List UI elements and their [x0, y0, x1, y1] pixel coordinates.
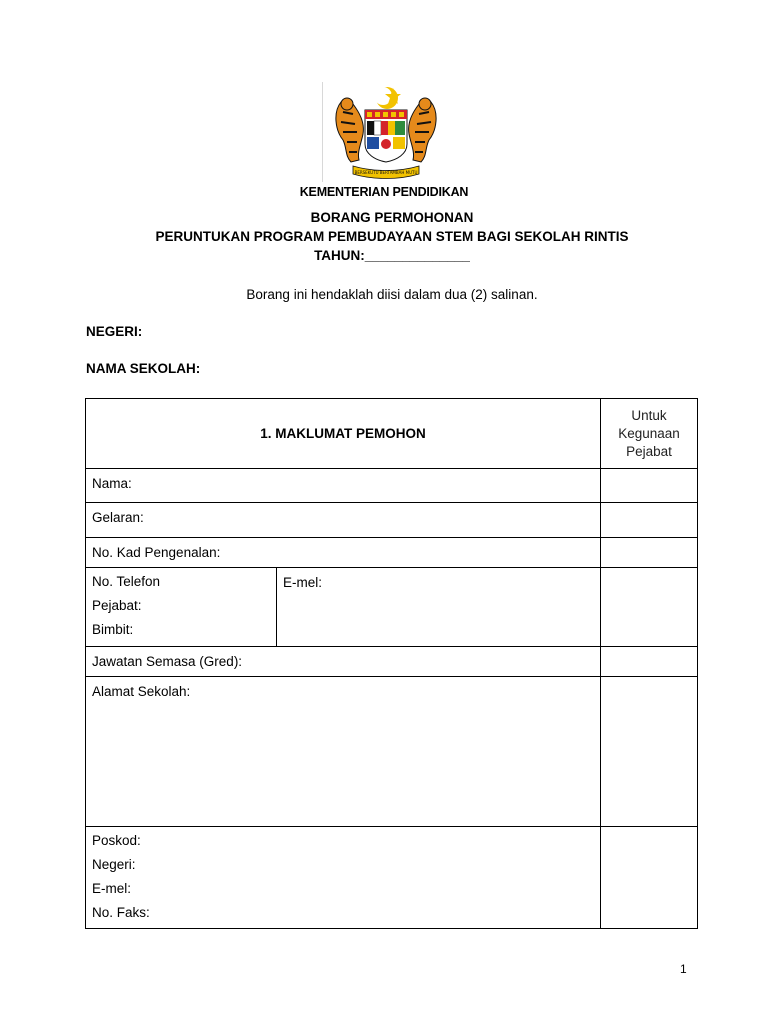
nama-sekolah-label: NAMA SEKOLAH:	[86, 361, 201, 376]
negeri-contact-label: Negeri:	[92, 857, 136, 872]
faks-label: No. Faks:	[92, 905, 150, 920]
form-title: BORANG PERMOHONAN	[310, 210, 474, 225]
office-use-cell	[601, 568, 698, 647]
gelaran-field[interactable]: Gelaran:	[86, 503, 601, 538]
office-use-cell	[601, 469, 698, 503]
jawatan-field[interactable]: Jawatan Semasa (Gred):	[86, 647, 601, 677]
telefon-label: No. Telefon	[92, 574, 161, 589]
poskod-label: Poskod:	[92, 833, 141, 848]
office-use-line: Kegunaan	[618, 425, 680, 441]
kad-pengenalan-field[interactable]: No. Kad Pengenalan:	[86, 538, 601, 568]
negeri-label: NEGERI:	[86, 324, 143, 339]
telefon-pejabat-label: Pejabat:	[92, 598, 142, 613]
office-use-cell	[601, 677, 698, 827]
table-header-row	[86, 399, 698, 469]
ministry-name: KEMENTERIAN PENDIDIKAN	[299, 185, 469, 199]
table-row	[86, 647, 698, 677]
applicant-info-table	[85, 398, 698, 929]
office-use-line: Pejabat	[626, 443, 672, 459]
form-subtitle: PERUNTUKAN PROGRAM PEMBUDAYAAN STEM BAGI SEKOLAH RINTIS	[155, 229, 629, 244]
page-number: 1	[680, 962, 687, 976]
office-use-cell	[601, 503, 698, 538]
office-use-cell	[601, 827, 698, 929]
nama-field[interactable]: Nama:	[86, 469, 601, 503]
telefon-bimbit-label: Bimbit:	[92, 622, 134, 637]
table-row	[86, 677, 698, 827]
table-row	[86, 538, 698, 568]
instruction-text: Borang ini hendaklah diisi dalam dua (2) salinan.	[246, 287, 538, 302]
svg-text:BERSEKUTU BERTAMBAH MUTU: BERSEKUTU BERTAMBAH MUTU	[354, 170, 418, 175]
alamat-field[interactable]: Alamat Sekolah:	[86, 677, 601, 827]
section-title: 1. MAKLUMAT PEMOHON	[86, 399, 601, 469]
table-row	[86, 568, 698, 647]
table-row	[86, 469, 698, 503]
malaysia-coat-of-arms-icon	[322, 82, 449, 182]
email-field[interactable]: E-mel:	[277, 568, 601, 647]
telefon-field[interactable]	[86, 568, 277, 647]
office-use-line: Untuk	[631, 407, 667, 423]
contact-field[interactable]	[86, 827, 601, 929]
table-row	[86, 503, 698, 538]
office-use-header	[601, 399, 698, 469]
office-use-cell	[601, 538, 698, 568]
office-use-cell	[601, 647, 698, 677]
year-label: TAHUN:______________	[314, 248, 470, 263]
email-contact-label: E-mel:	[92, 881, 132, 896]
table-row	[86, 827, 698, 929]
